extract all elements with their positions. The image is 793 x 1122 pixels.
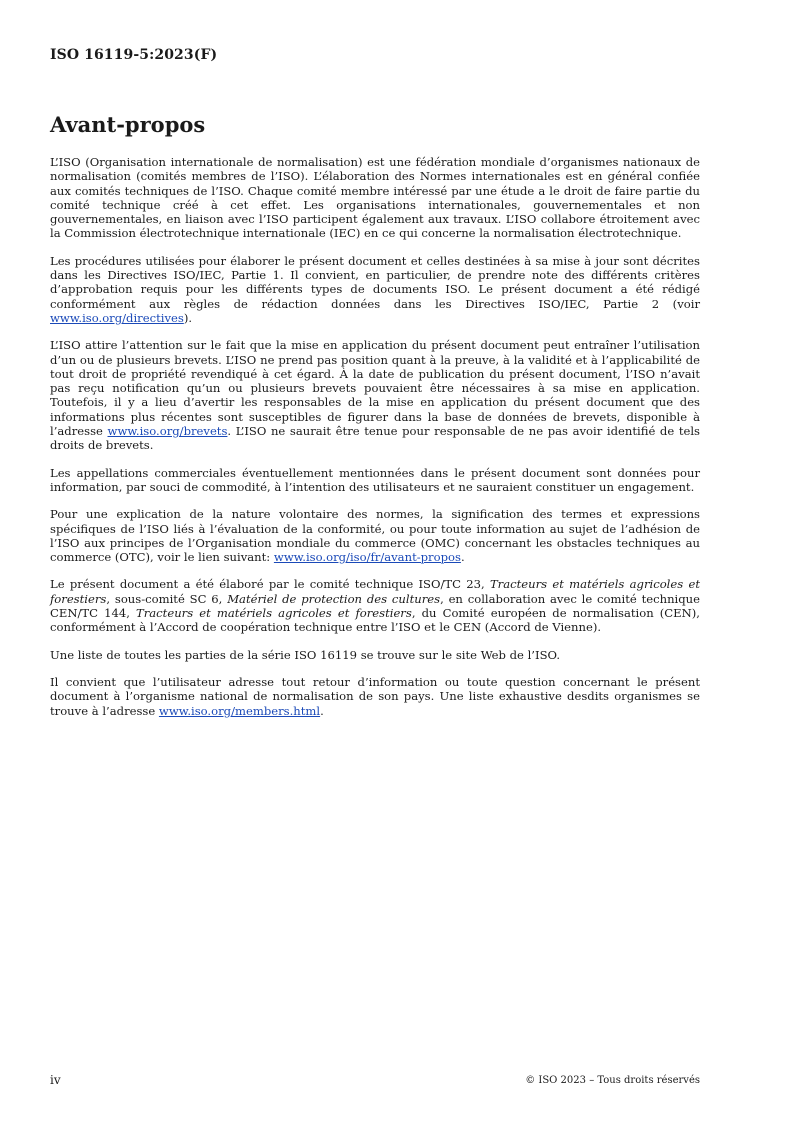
paragraph-voluntary-nature: Pour une explication de la nature volontaire des normes, la signification des termes et expressions spécifiques de l’ISO liés à l’évaluation de la conformité, ou pour toute information au sujet de l’adhésion de l’ISO aux principes de l’Organisation mondiale du commerce (OMC) concernant les obstacles techniques au commerce (OTC), voir le lien suivant: www.iso.org/iso/fr/avant-propos.	[50, 507, 700, 565]
section-title: Avant-propos	[50, 112, 206, 137]
paragraph-trade-names: Les appellations commerciales éventuellement mentionnées dans le présent document sont données pour information, par souci de commodité, à l’intention des utilisateurs et ne sauraient constituer un engagement.	[50, 465, 700, 494]
copyright-notice: © ISO 2023 – Tous droits réservés	[525, 1075, 700, 1086]
foreword-body	[50, 155, 700, 731]
paragraph-committee: Le présent document a été élaboré par le comité technique ISO/TC 23, Tracteurs et matériels agricoles et forestiers, sous-comité SC 6, Matériel de protection des cultures, en collaboration avec le comité technique CEN/TC 144, Tracteurs et matériels agricoles et forestiers, du Comité européen de normalisation (CEN), conformément à l’Accord de coopération technique entre l’ISO et le CEN (Accord de Vienne).	[50, 577, 700, 635]
paragraph-iso-intro: L’ISO (Organisation internationale de normalisation) est une fédération mondiale d’organismes nationaux de normalisation (comités membres de l’ISO). L’élaboration des Normes internationales est en général confiée aux comités techniques de l’ISO. Chaque comité membre intéressé par une étude a le droit de faire partie du comité technique créé à cet effet. Les organisations internationales, gouvernementales et non gouvernementales, en liaison avec l’ISO participent également aux travaux. L’ISO collabore étroitement avec la Commission électrotechnique internationale (IEC) en ce qui concerne la normalisation électrotechnique.	[50, 155, 700, 241]
page-number: iv	[50, 1073, 61, 1087]
members-link[interactable]: www.iso.org/members.html	[158, 703, 321, 718]
paragraph-feedback: Il convient que l’utilisateur adresse tout retour d’information ou toute question concernant le présent document à l’organisme national de normalisation de son pays. Une liste exhaustive desdits organismes se trouve à l’adresse www.iso.org/members.html.	[50, 674, 700, 718]
foreword-link[interactable]: www.iso.org/iso/fr/avant-propos	[273, 550, 461, 565]
paragraph-series-list: Une liste de toutes les parties de la série ISO 16119 se trouve sur le site Web de l’ISO.	[50, 647, 561, 662]
document-reference: ISO 16119-5:2023(F)	[50, 47, 218, 63]
patents-link[interactable]: www.iso.org/brevets	[107, 424, 228, 439]
paragraph-procedures: Les procédures utilisées pour élaborer le présent document et celles destinées à sa mise à jour sont décrites dans les Directives ISO/IEC, Partie 1. Il convient, en particulier, de prendre note des différents critères d’approbation requis pour les différents types de documents ISO. Le présent document a été rédigé conformément aux règles de rédaction données dans les Directives ISO/IEC, Partie 2 (voir www.iso.org/directives).	[50, 253, 700, 325]
paragraph-patents: L’ISO attire l’attention sur le fait que la mise en application du présent document peut entraîner l’utilisation d’un ou de plusieurs brevets. L’ISO ne prend pas position quant à la preuve, à la validité et à l’applicabilité de tout droit de propriété revendiqué à cet égard. À la date de publication du présent document, l’ISO n’avait pas reçu notification qu’un ou plusieurs brevets pouvaient être nécessaires à sa mise en application. Toutefois, il y a lieu d’avertir les responsables de la mise en application du présent document que des informations plus récentes sont susceptibles de figurer dans la base de données de brevets, disponible à l’adresse www.iso.org/brevets. L’ISO ne saurait être tenue pour responsable de ne pas avoir identifié de tels droits de brevets.	[50, 338, 701, 453]
directives-link[interactable]: www.iso.org/directives	[50, 310, 184, 325]
document-page	[50, 0, 700, 1122]
